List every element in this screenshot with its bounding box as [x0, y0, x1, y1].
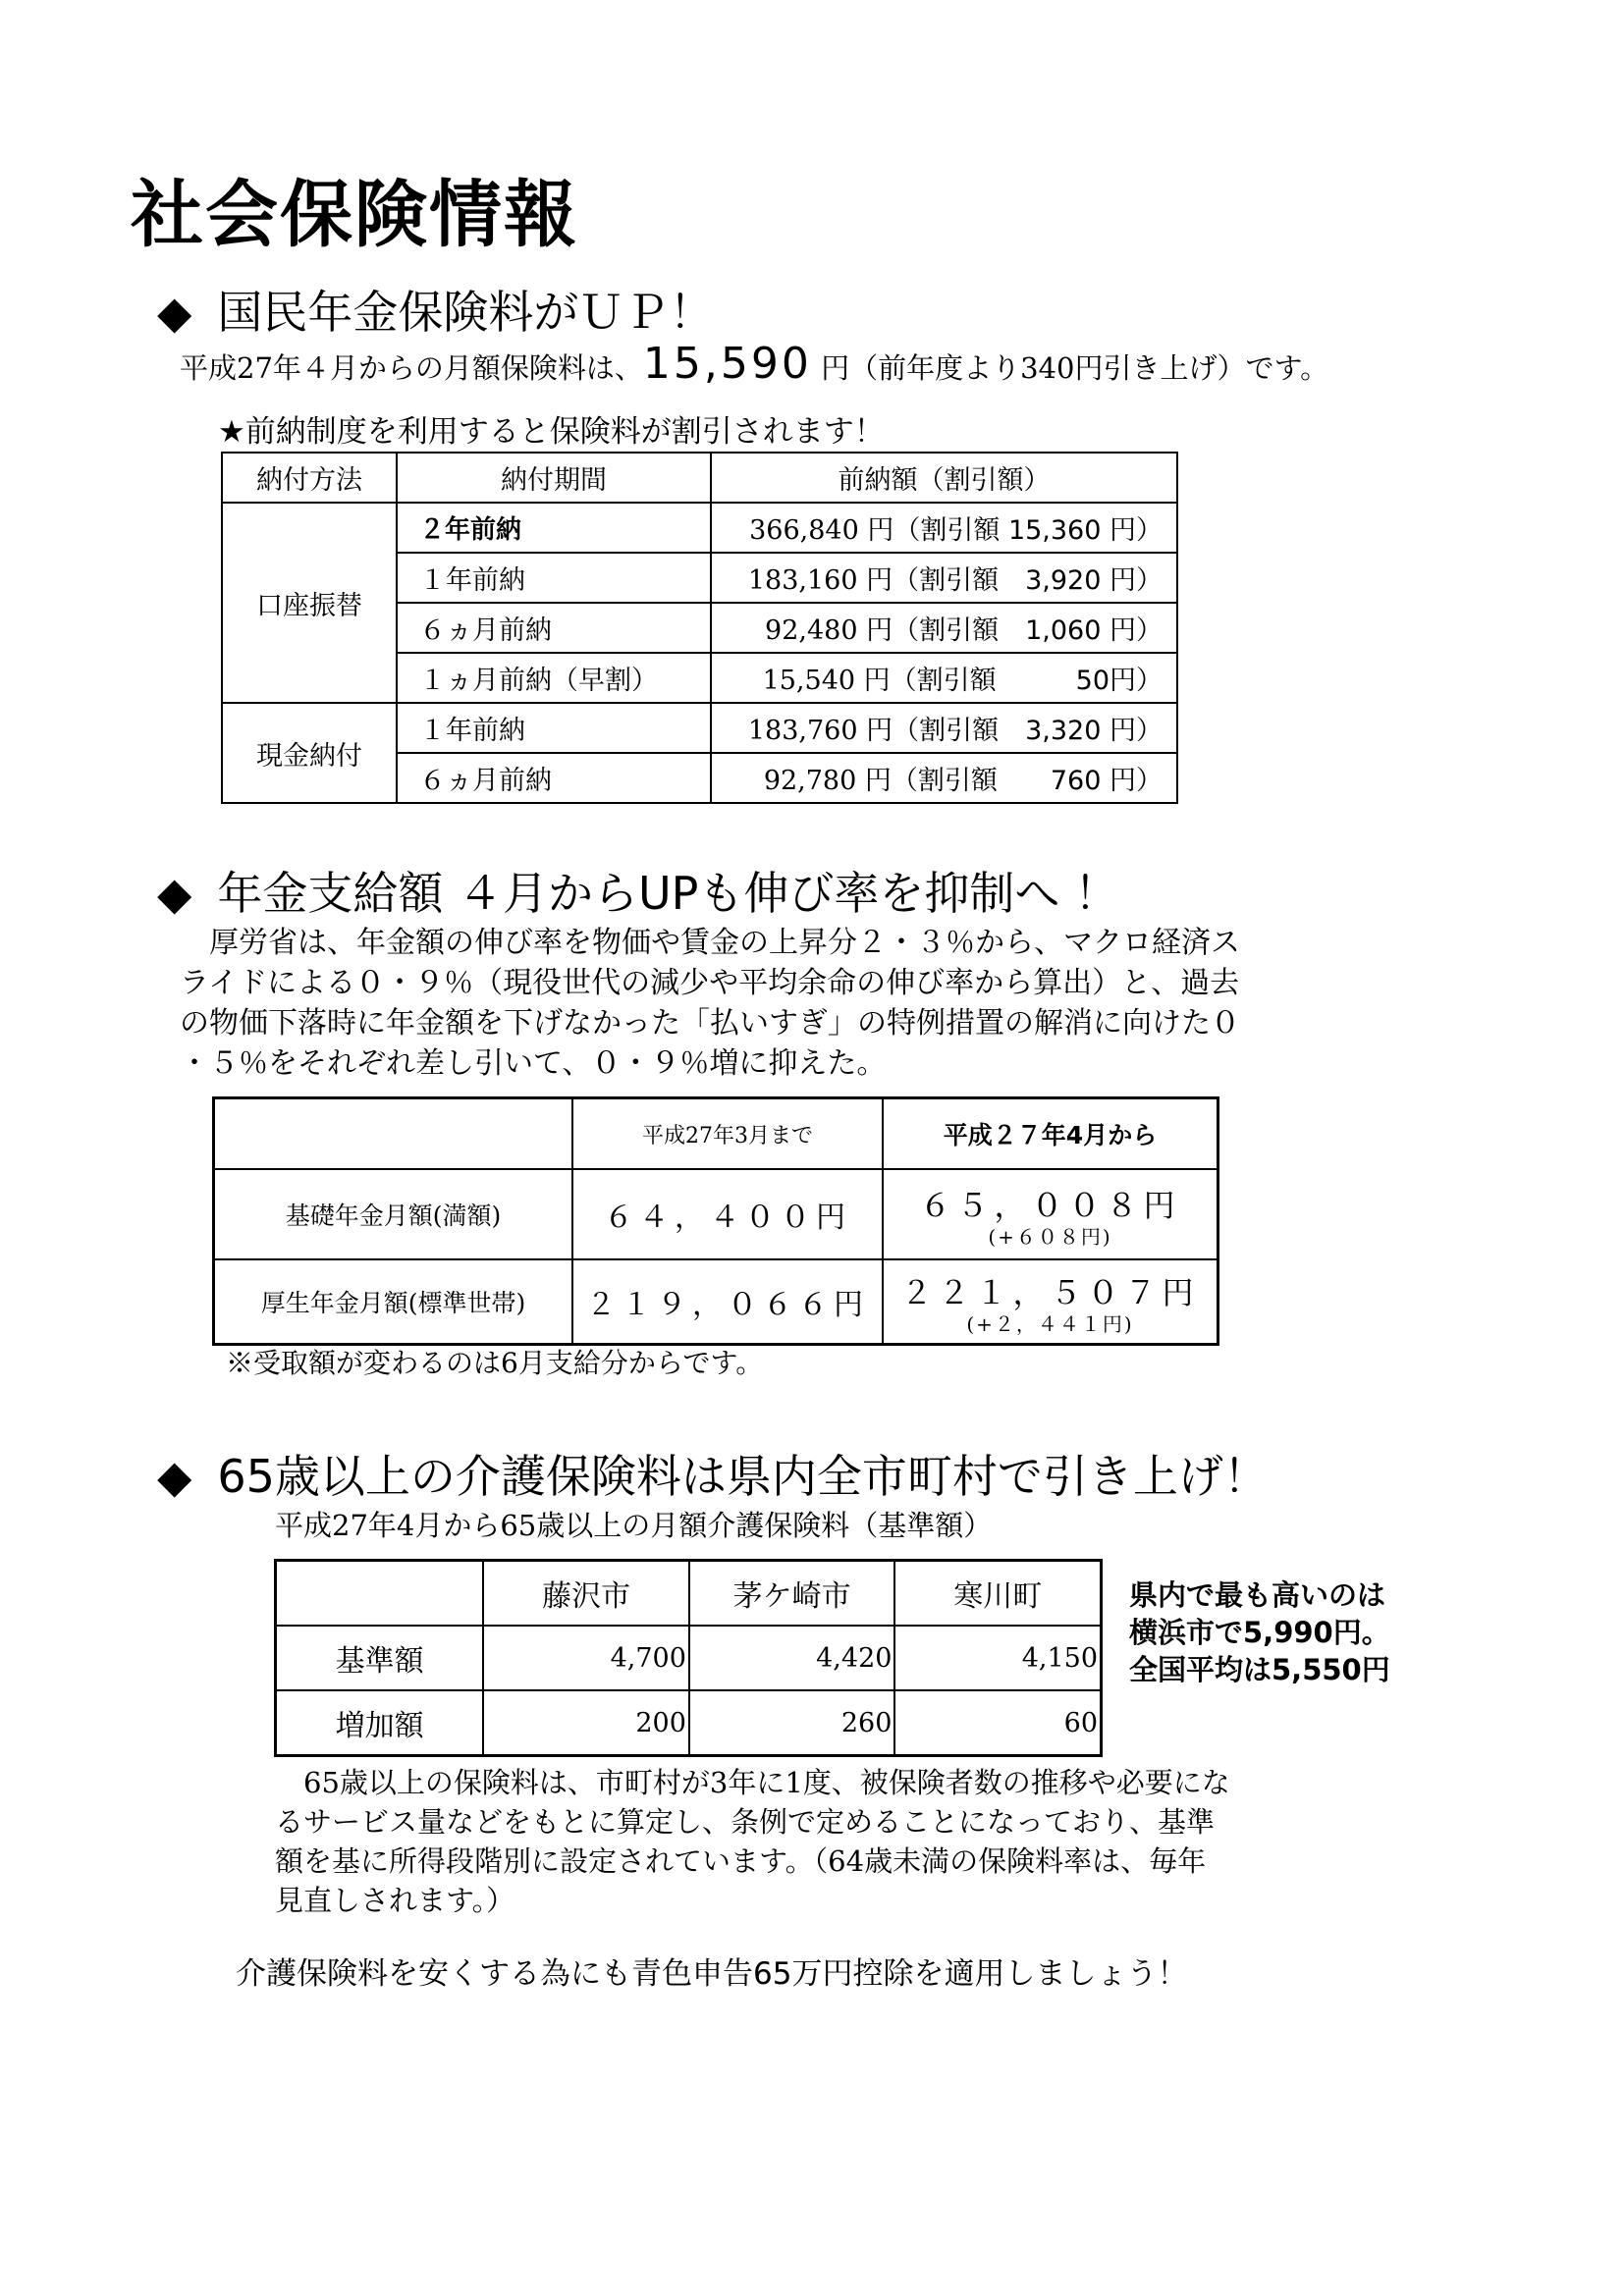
section1-heading-text: 国民年金保険料がＵＰ！	[217, 286, 715, 339]
after-value: ６５，００８円	[919, 1187, 1181, 1224]
section2-heading	[157, 858, 1119, 923]
paragraph-line: ライドによる０・９％（現役世代の減少や平均余命の伸び率から算出）と、過去	[180, 966, 1240, 1000]
value-cell: 60	[894, 1690, 1101, 1756]
diff-value: (+６０８円)	[988, 1225, 1112, 1249]
header-cell: 平成２７年4月から	[883, 1098, 1218, 1170]
amount-value: 183,160 円	[747, 565, 893, 596]
side-note-line: 横浜市で5,990円。	[1129, 1616, 1390, 1649]
paragraph-line: るサービス量などをもとに算定し、条例で定めることになっており、基準	[275, 1805, 1216, 1839]
header-cell: 藤沢市	[483, 1561, 689, 1627]
method-cell: 現金納付	[222, 703, 397, 803]
row-label: 増加額	[276, 1690, 484, 1756]
table-header-row	[214, 1098, 1218, 1170]
amount-cell	[711, 753, 1177, 803]
header-cell: 納付方法	[222, 453, 397, 503]
diamond-icon: ◆	[157, 1450, 192, 1503]
table-row	[222, 503, 1177, 553]
period-cell: １ヵ月前納（早割）	[397, 653, 711, 703]
discount-value: （割引額 15,360 円）	[893, 515, 1163, 546]
diamond-icon: ◆	[157, 286, 192, 339]
period-cell: ６ヵ月前納	[397, 603, 711, 653]
amount-cell	[711, 703, 1177, 753]
header-cell	[276, 1561, 484, 1627]
header-cell: 寒川町	[894, 1561, 1101, 1627]
discount-value: （割引額 3,920 円）	[893, 565, 1163, 596]
paragraph-line: ・５％をそれぞれ差し引いて、０・９％増に抑えた。	[180, 1046, 887, 1081]
paragraph-line: 見直しされます。）	[275, 1884, 515, 1917]
discount-value: （割引額 1,060 円）	[893, 615, 1163, 646]
table-header-row	[276, 1561, 1102, 1627]
amount-value: 92,480 円	[765, 615, 893, 646]
premium-line	[180, 339, 1329, 389]
premium-line-suffix: 円（前年度より340円引き上げ）です。	[811, 351, 1329, 385]
amount-cell	[711, 603, 1177, 653]
after-cell	[883, 1259, 1218, 1345]
paragraph-line: の物価下落時に年金額を下げなかった「払いすぎ」の特例措置の解消に向けた０	[180, 1006, 1240, 1041]
after-value: ２２１，５０７円	[900, 1274, 1200, 1311]
pension-footnote: ※受取額が変わるのは6月支給分からです。	[226, 1347, 764, 1379]
table-row	[276, 1690, 1102, 1756]
paragraph-line: 厚労省は、年金額の伸び率を物価や賃金の上昇分２・３％から、マクロ経済ス	[180, 926, 1240, 960]
side-note-line: 全国平均は5,550円	[1129, 1653, 1390, 1686]
section1-heading	[157, 277, 714, 342]
premium-amount: 15,590	[642, 339, 812, 389]
header-cell: 茅ケ崎市	[689, 1561, 895, 1627]
header-cell: 納付期間	[397, 453, 711, 503]
pension-table	[212, 1096, 1219, 1346]
section2-paragraph	[180, 923, 1240, 1084]
amount-cell	[711, 653, 1177, 703]
table-header-row	[222, 453, 1177, 503]
amount-value: 366,840 円	[749, 515, 894, 546]
amount-value: 15,540 円	[762, 666, 891, 696]
section3-heading	[157, 1441, 1269, 1506]
page-title: 社会保険情報	[131, 173, 578, 257]
amount-cell	[711, 503, 1177, 553]
before-value: ６４，４００円	[572, 1169, 883, 1259]
value-cell: 200	[483, 1690, 689, 1756]
value-cell: 4,420	[689, 1626, 895, 1690]
diff-value: (+２，４４１円)	[966, 1312, 1134, 1336]
period-cell: １年前納	[397, 553, 711, 603]
premium-line-prefix: 平成27年４月からの月額保険料は、	[180, 351, 643, 385]
value-cell: 4,150	[894, 1626, 1101, 1690]
row-label: 基礎年金月額(満額)	[214, 1169, 573, 1259]
period-cell: １年前納	[397, 703, 711, 753]
method-cell: 口座振替	[222, 503, 397, 703]
section3-paragraph	[275, 1763, 1230, 1920]
header-cell	[214, 1098, 573, 1170]
discount-value: （割引額 50円）	[890, 666, 1163, 696]
section2-heading-text: 年金支給額 ４月からUPも伸び率を抑制へ ！	[217, 867, 1120, 920]
table-row	[222, 703, 1177, 753]
paragraph-line: 額を基に所得段階別に設定されています。（64歳未満の保険料率は、毎年	[275, 1844, 1207, 1878]
table-row	[214, 1169, 1218, 1259]
amount-cell	[711, 553, 1177, 603]
amount-value: 183,760 円	[747, 716, 893, 746]
section3-heading-text: 65歳以上の介護保険料は県内全市町村で引き上げ！	[217, 1450, 1269, 1503]
before-value: ２１９，０６６円	[572, 1259, 883, 1345]
side-note-line: 県内で最も高いのは	[1129, 1578, 1386, 1612]
prepay-table	[221, 452, 1178, 804]
side-note	[1129, 1576, 1390, 1688]
value-cell: 260	[689, 1690, 895, 1756]
discount-value: （割引額 760 円）	[891, 766, 1163, 796]
paragraph-line: 65歳以上の保険料は、市町村が3年に1度、被保険者数の推移や必要にな	[275, 1766, 1230, 1799]
after-cell	[883, 1169, 1218, 1259]
care-subtitle: 平成27年4月から65歳以上の月額介護保険料（基準額）	[275, 1509, 993, 1542]
amount-value: 92,780 円	[763, 766, 892, 796]
care-table	[274, 1559, 1103, 1757]
period-cell: ２年前納	[397, 503, 711, 553]
header-cell: 平成27年3月まで	[572, 1098, 883, 1170]
header-cell: 前納額（割引額）	[711, 453, 1177, 503]
period-cell: ６ヵ月前納	[397, 753, 711, 803]
table-row	[276, 1626, 1102, 1690]
discount-value: （割引額 3,320 円）	[893, 716, 1163, 746]
row-label: 厚生年金月額(標準世帯)	[214, 1259, 573, 1345]
table-row	[214, 1259, 1218, 1345]
prepay-note: ★前納制度を利用すると保険料が割引されます！	[218, 414, 885, 450]
closing-line: 介護保険料を安くする為にも青色申告65万円控除を適用しましょう！	[236, 1956, 1188, 1992]
value-cell: 4,700	[483, 1626, 689, 1690]
diamond-icon: ◆	[157, 867, 192, 920]
row-label: 基準額	[276, 1626, 484, 1690]
